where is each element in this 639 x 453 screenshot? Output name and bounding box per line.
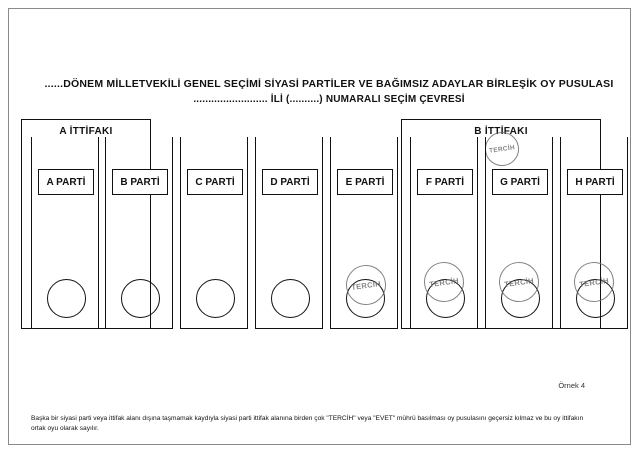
example-label: Örnek 4 [558,381,585,390]
alliance-label-a: A İTTİFAKI [59,126,113,137]
party-vote-circle-d[interactable] [271,279,310,318]
alliance-label-b: B İTTİFAKI [474,126,528,137]
party-name-d: D PARTİ [262,169,318,195]
party-name-e: E PARTİ [337,169,393,195]
page-title [29,77,629,107]
party-column-g[interactable] [485,137,553,329]
title-line-2: ......................... İLİ (..........) NUMARALI SEÇİM ÇEVRESİ [193,94,465,105]
party-vote-circle-a[interactable] [47,279,86,318]
party-name-g: G PARTİ [492,169,548,195]
party-name-c: C PARTİ [187,169,243,195]
party-vote-circle-c[interactable] [196,279,235,318]
seal-stamp-alliance-b: TERCİH [483,130,521,168]
title-line-1: ......DÖNEM MİLLETVEKİLİ GENEL SEÇİMİ SİYASİ PARTİLER VE BAĞIMSIZ ADAYLAR BİRLEŞİK OY PUSULASI [44,78,614,90]
seal-stamp-party-g: TERCİH [496,259,541,304]
party-name-a: A PARTİ [38,169,94,195]
party-name-h: H PARTİ [567,169,623,195]
party-column-d[interactable] [255,137,323,329]
party-column-a[interactable] [31,137,99,329]
party-column-f[interactable] [410,137,478,329]
party-column-c[interactable] [180,137,248,329]
footnote-text: Başka bir siyasi parti veya ittifak alanı dışına taşmamak kaydıyla siyasi parti ittifak alanına birden çok "TERCİH" veya "EVET" mührü basılması oy pusulasını geçersiz kılmaz ve bu oy ittifakın ortak oyu olarak sayılır. [31,415,584,432]
party-column-e[interactable] [330,137,398,329]
party-name-b: B PARTİ [112,169,168,195]
seal-stamp-party-e: TERCİH [343,262,388,307]
party-column-h[interactable] [560,137,628,329]
party-vote-circle-b[interactable] [121,279,160,318]
ballot-sheet [8,8,631,445]
seal-stamp-party-f: TERCİH [421,259,466,304]
party-name-f: F PARTİ [417,169,473,195]
seal-stamp-party-h: TERCİH [571,259,616,304]
party-column-b[interactable] [105,137,173,329]
